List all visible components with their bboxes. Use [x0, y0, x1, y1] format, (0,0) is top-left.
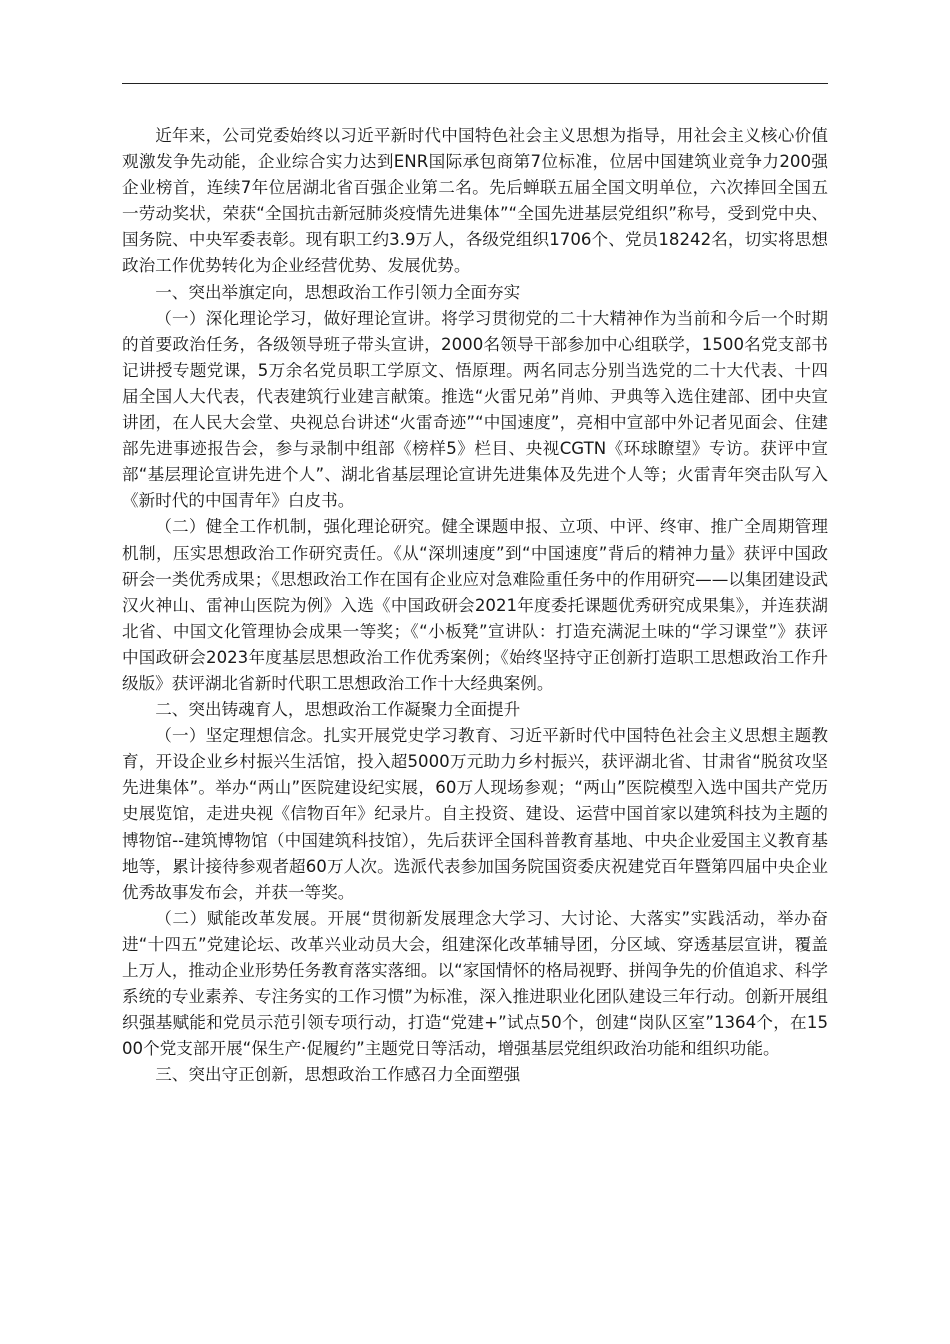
body-paragraph-1-1: （一）深化理论学习，做好理论宣讲。将学习贯彻党的二十大精神作为当前和今后一个时期的首要政治任务，各级领导班子带头宣讲，2000名领导干部参加中心组联学，1500名党支部书记讲授专题党课，5万余名党员职工学原文、悟原理。两名同志分别当选党的二十大代表、十四届全国人大代表，代表建筑行业建言献策。推选“火雷兄弟”肖帅、尹典等入选住建部、团中央宣讲团，在人民大会堂、央视总台讲述“火雷奇迹”“中国速度”，亮相中宣部中外记者见面会、住建部先进事迹报告会，参与录制中组部《榜样5》栏目、央视CGTN《环球瞭望》专访。获评中宣部“基层理论宣讲先进个人”、湖北省基层理论宣讲先进集体及先进个人等；火雷青年突击队写入《新时代的中国青年》白皮书。: [122, 308, 828, 511]
section-heading-1: 一、突出举旗定向，思想政治工作引领力全面夯实: [155, 282, 521, 302]
section-heading-2: 二、突出铸魂育人，思想政治工作凝聚力全面提升: [155, 700, 521, 720]
intro-paragraph: 近年来，公司党委始终以习近平新时代中国特色社会主义思想为指导，用社会主义核心价值观激发争先动能，企业综合实力达到ENR国际承包商第7位标准，位居中国建筑业竞争力200强企业榜首，连续7年位居湖北省百强企业第二名。先后蝉联五届全国文明单位，六次捧回全国五一劳动奖状，荣获“全国抗击新冠肺炎疫情先进集体”“全国先进基层党组织”称号，受到党中央、国务院、中央军委表彰。现有职工约3.9万人，各级党组织1706个、党员18242名，切实将思想政治工作优势转化为企业经营优势、发展优势。: [122, 126, 828, 276]
body-paragraph-1-2: （二）健全工作机制，强化理论研究。健全课题申报、立项、中评、终审、推广全周期管理机制，压实思想政治工作研究责任。《从“深圳速度”到“中国速度”背后的精神力量》获评中国政研会一类优秀成果；《思想政治工作在国有企业应对急难险重任务中的作用研究——以集团建设武汉火神山、雷神山医院为例》入选《中国政研会2021年度委托课题优秀研究成果集》，并连获湖北省、中国文化管理协会成果一等奖；《“小板凳”宣讲队：打造充满泥土味的“学习课堂”》获评中国政研会2023年度基层思想政治工作优秀案例；《始终坚持守正创新打造职工思想政治工作升级版》获评湖北省新时代职工思想政治工作十大经典案例。: [122, 517, 828, 693]
document-body: [122, 123, 828, 1088]
body-paragraph-2-1: （一）坚定理想信念。扎实开展党史学习教育、习近平新时代中国特色社会主义思想主题教育，开设企业乡村振兴生活馆，投入超5000万元助力乡村振兴，获评湖北省、甘肃省“脱贫攻坚先进集体”。举办“两山”医院建设纪实展，60万人现场参观；“两山”医院模型入选中国共产党历史展览馆，走进央视《信物百年》纪录片。自主投资、建设、运营中国首家以建筑科技为主题的博物馆--建筑博物馆（中国建筑科技馆），先后获评全国科普教育基地、中央企业爱国主义教育基地等，累计接待参观者超60万人次。选派代表参加国务院国资委庆祝建党百年暨第四届中央企业优秀故事发布会，并获一等奖。: [122, 726, 828, 902]
body-paragraph-2-2: （二）赋能改革发展。开展“贯彻新发展理念大学习、大讨论、大落实”实践活动，举办奋进“十四五”党建论坛、改革兴业动员大会，组建深化改革辅导团，分区域、穿透基层宣讲，覆盖上万人，推动企业形势任务教育落实落细。以“家国情怀的格局视野、拼闯争先的价值追求、科学系统的专业素养、专注务实的工作习惯”为标准，深入推进职业化团队建设三年行动。创新开展组织强基赋能和党员示范引领专项行动，打造“党建+”试点50个，创建“岗队区室”1364个，在1500个党支部开展“保生产·促履约”主题党日等活动，增强基层党组织政治功能和组织功能。: [122, 908, 828, 1059]
header-rule: [122, 83, 828, 84]
section-heading-3: 三、突出守正创新，思想政治工作感召力全面塑强: [155, 1065, 521, 1085]
